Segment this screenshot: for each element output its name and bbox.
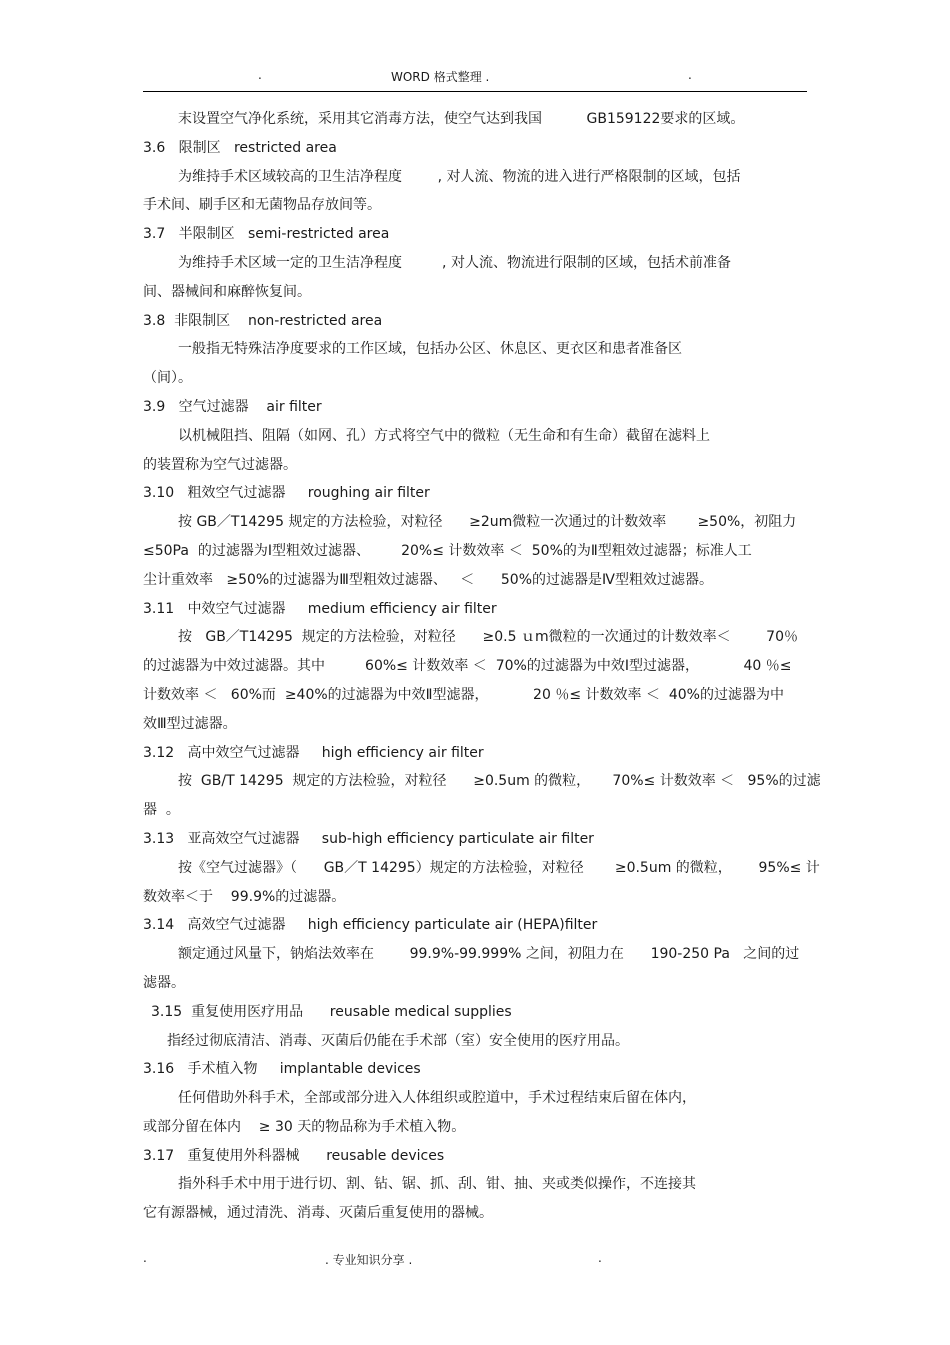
paragraph-line: 额定通过风量下，钠焰法效率在 99.9%-99.999% 之间，初阻力在 190-250 Pa 之间的过 bbox=[178, 946, 800, 963]
paragraph-line: 或部分留在体内 ≥ 30 天的物品称为手术植入物。 bbox=[143, 1118, 466, 1135]
footer-dot-left: . bbox=[143, 1251, 147, 1265]
paragraph-line: 器 。 bbox=[143, 802, 180, 819]
section-heading: 3.7 半限制区 semi-restricted area bbox=[143, 226, 390, 243]
paragraph-line: 计数效率 ＜ 60%而 ≥40%的过滤器为中效Ⅱ型滤器， 20 ％≤ 计数效率 ＜ 40%的过滤器为中 bbox=[143, 686, 784, 703]
paragraph-line: 末设置空气净化系统，采用其它消毒方法，使空气达到我国 GB159122要求的区域。 bbox=[178, 111, 745, 127]
document-body bbox=[143, 105, 821, 1228]
section-heading: 3.17 重复使用外科器械 reusable devices bbox=[143, 1147, 445, 1164]
paragraph-line: 为维持手术区域较高的卫生洁净程度 , 对人流、物流的进入进行严格限制的区域，包括 bbox=[178, 168, 741, 185]
paragraph-line: 按 GB/T 14295 规定的方法检验，对粒径 ≥0.5um 的微粒， 70%≤ 计数效率 ＜ 95%的过滤 bbox=[178, 773, 821, 790]
paragraph-line: 按《空气过滤器》（ GB／T 14295）规定的方法检验，对粒径 ≥0.5um 的微粒， 95%≤ 计 bbox=[178, 859, 820, 876]
page-footer bbox=[143, 1251, 807, 1271]
paragraph-line: 数效率＜于 99.9%的过滤器。 bbox=[143, 888, 346, 905]
section-heading: 3.6 限制区 restricted area bbox=[143, 139, 337, 156]
header-title: WORD 格式整理 . bbox=[391, 70, 490, 84]
section-heading: 3.13 亚高效空气过滤器 sub-high efficiency particulate air filter bbox=[143, 830, 594, 847]
paragraph-line: 按 GB／T14295 规定的方法检验，对粒径 ≥0.5 ｕm微粒的一次通过的计数效率＜ 70％ bbox=[178, 629, 798, 646]
paragraph-line: 效Ⅲ型过滤器。 bbox=[143, 715, 237, 732]
footer-dot-right: . bbox=[598, 1251, 602, 1265]
section-heading: 3.16 手术植入物 implantable devices bbox=[143, 1061, 421, 1078]
paragraph-line: 指外科手术中用于进行切、割、钻、锯、抓、刮、钳、抽、夹或类似操作，不连接其 bbox=[178, 1176, 696, 1193]
paragraph-line: ≤50Pa 的过滤器为Ⅰ型粗效过滤器、 20%≤ 计数效率 ＜ 50%的为Ⅱ型粗效过滤器；标准人工 bbox=[143, 542, 752, 559]
paragraph-line: 任何借助外科手术，全部或部分进入人体组织或腔道中，手术过程结束后留在体内， bbox=[178, 1090, 696, 1107]
section-heading: 3.9 空气过滤器 air filter bbox=[143, 398, 322, 415]
section-heading: 3.10 粗效空气过滤器 roughing air filter bbox=[143, 485, 430, 502]
paragraph-line: 为维持手术区域一定的卫生洁净程度 , 对人流、物流进行限制的区域，包括术前准备 bbox=[178, 254, 731, 271]
paragraph-line: 指经过彻底清洁、消毒、灭菌后仍能在手术部（室）安全使用的医疗用品。 bbox=[167, 1032, 629, 1049]
paragraph-line: 它有源器械，通过清洗、消毒、灭菌后重复使用的器械。 bbox=[143, 1205, 493, 1222]
header-dot-right: . bbox=[688, 68, 692, 82]
section-heading: 3.12 高中效空气过滤器 high efficiency air filter bbox=[143, 744, 484, 761]
section-heading: 3.8 非限制区 non-restricted area bbox=[143, 312, 383, 329]
page-header bbox=[143, 68, 807, 90]
header-dot-left: . bbox=[258, 68, 262, 82]
section-heading: 3.14 高效空气过滤器 high efficiency particulate air (HEPA)filter bbox=[143, 917, 598, 934]
paragraph-line: 一般指无特殊洁净度要求的工作区域，包括办公区、休息区、更衣区和患者准备区 bbox=[178, 341, 682, 358]
header-rule bbox=[143, 91, 807, 92]
paragraph-line: 手术间、刷手区和无菌物品存放间等。 bbox=[143, 197, 381, 214]
paragraph-line: 滤器。 bbox=[143, 974, 185, 991]
section-heading: 3.11 中效空气过滤器 medium efficiency air filter bbox=[143, 600, 497, 617]
paragraph-line: 尘计重效率 ≥50%的过滤器为Ⅲ型粗效过滤器、 ＜ 50%的过滤器是Ⅳ型粗效过滤器。 bbox=[143, 571, 713, 588]
paragraph-line: 的过滤器为中效过滤器。其中 60%≤ 计数效率 ＜ 70%的过滤器为中效Ⅰ型过滤器， 40 ％≤ bbox=[143, 658, 792, 675]
paragraph-line: 以机械阻挡、阻隔（如网、孔）方式将空气中的微粒（无生命和有生命）截留在滤料上 bbox=[178, 427, 710, 444]
footer-text: . 专业知识分享 . bbox=[325, 1253, 413, 1267]
paragraph-line: 的装置称为空气过滤器。 bbox=[143, 456, 297, 473]
section-heading: 3.15 重复使用医疗用品 reusable medical supplies bbox=[151, 1003, 512, 1020]
paragraph-line: 间、器械间和麻醉恢复间。 bbox=[143, 283, 311, 300]
paragraph-line: 按 GB／T14295 规定的方法检验，对粒径 ≥2um微粒一次通过的计数效率 ≥50%，初阻力 bbox=[178, 514, 797, 531]
paragraph-line: （间）。 bbox=[143, 370, 192, 387]
